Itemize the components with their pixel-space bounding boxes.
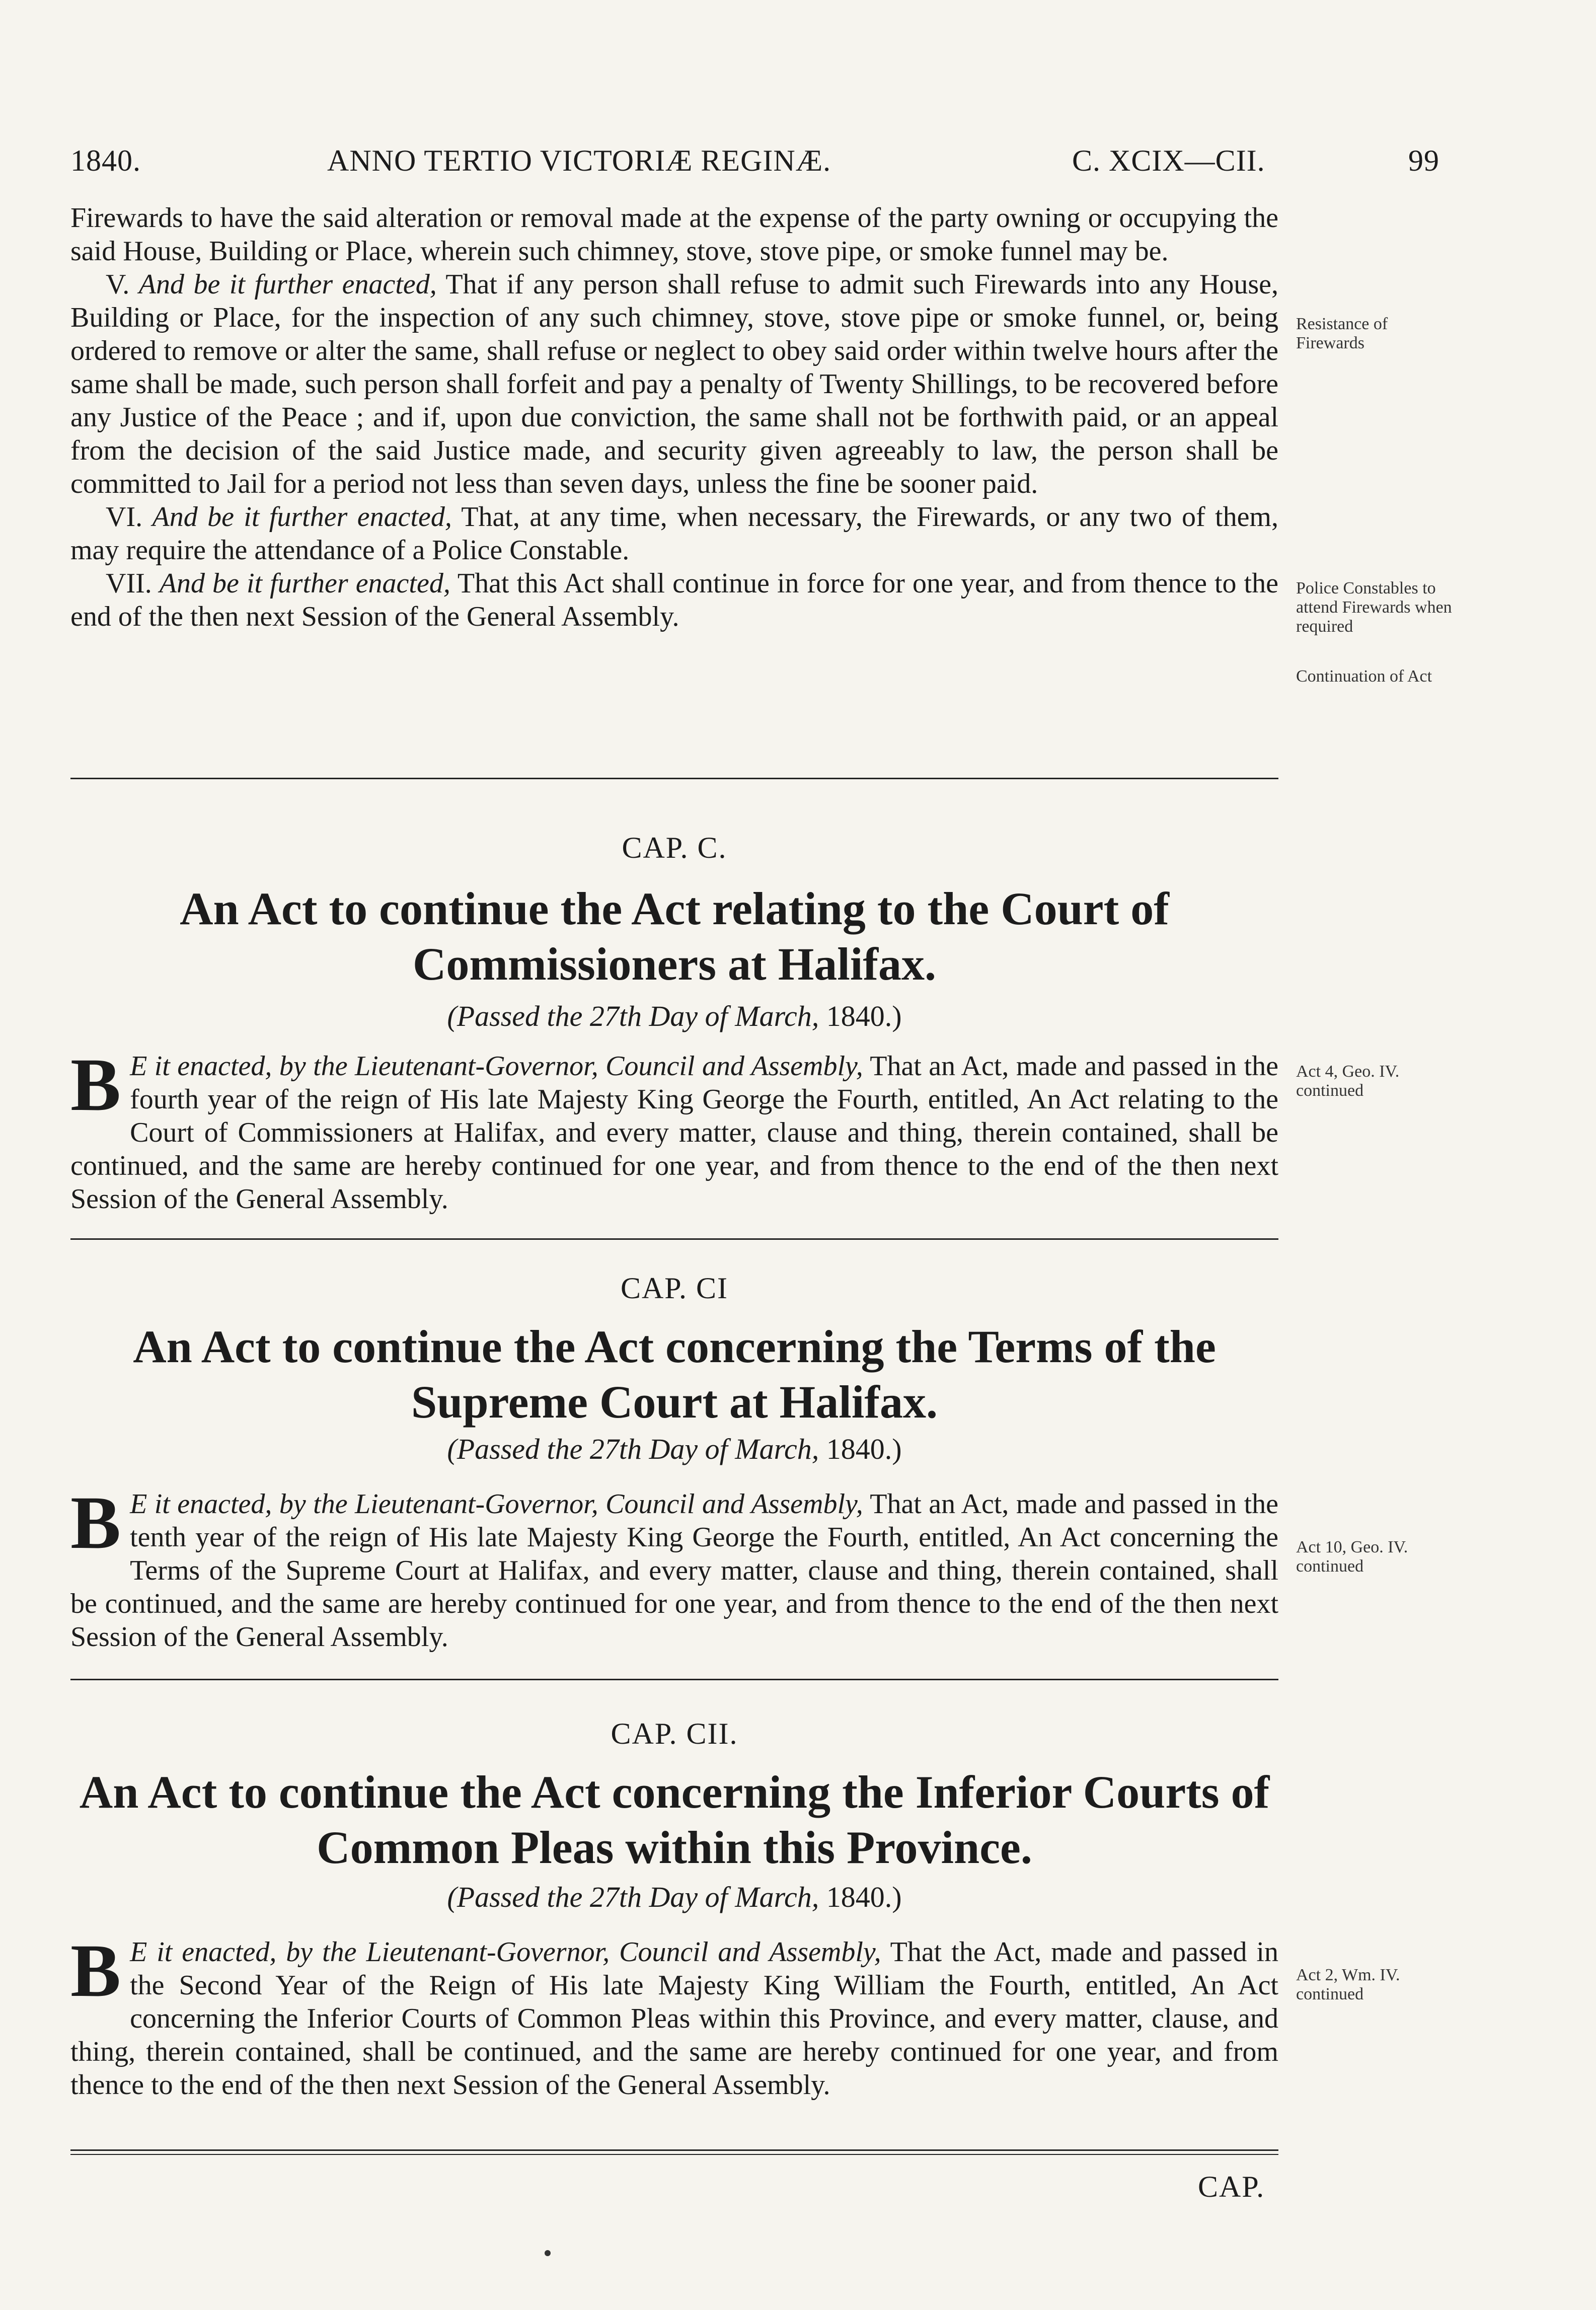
cap-cii-title: An Act to continue the Act concerning the Inferior Courts of Common Pleas within this Province. (79, 1766, 1270, 1873)
header-chapters: C. XCIX—CII. (1072, 144, 1265, 177)
section-6-number: VI. (106, 501, 143, 533)
section-6-text: That, at any time, when necessary, the Firewards, or any two of them, may require the attendance of a Police Constable. (70, 501, 1278, 566)
cap-ci-lead: E it enacted, by the Lieutenant-Governor, Council and Assembly, (130, 1488, 863, 1520)
header-year: 1840. (70, 144, 141, 177)
section-rule (70, 1238, 1278, 1240)
cap-ci-text: That an Act, made and passed in the tenth year of the reign of His late Majesty King George the Fourth, entitled, An Act concerning the Terms of the Supreme Court at Halifax, and every matter, clause and thing, therein contained, shall be continued, and the same are hereby continued for one year, and from thence to the end of the then next Session of the General Assembly. (70, 1488, 1278, 1653)
section-continuation (70, 201, 1278, 633)
section-7 (70, 567, 1278, 633)
cap-ci-title: An Act to continue the Act concerning the Terms of the Supreme Court at Halifax. (133, 1321, 1216, 1428)
section-6-lead: And be it further enacted, (152, 501, 452, 533)
cap-cii-passed (70, 1880, 1278, 1914)
cap-cii-passed-date: (Passed the 27th Day of March, (447, 1881, 819, 1913)
section-7-number: VII. (106, 568, 152, 599)
cap-ci-margin-note: Act 10, Geo. IV. continued (1296, 1538, 1408, 1576)
cap-cii-drop-cap: B (70, 1929, 121, 2013)
cap-c-body (70, 1043, 1278, 1216)
cap-c-margin-note: Act 4, Geo. IV. continued (1296, 1062, 1400, 1100)
cap-cii-margin-note: Act 2, Wm. IV. continued (1296, 1966, 1400, 2003)
cap-cii-passed-year: 1840.) (826, 1881, 902, 1913)
cap-cii-body (70, 1929, 1278, 2102)
page-number: 99 (1408, 144, 1439, 177)
continuation-paragraph: Firewards to have the said alteration or removal made at the expense of the party owning or occupying the said House, Building or Place, wherein such chimney, stove, stove pipe, or smoke funnel may be. (70, 202, 1278, 267)
cap-cii-paragraph (70, 1929, 1278, 2102)
section-7-text: That this Act shall continue in force for one year, and from thence to the end of the then next Session of the General Assembly. (70, 568, 1278, 632)
cap-c-paragraph (70, 1043, 1278, 1216)
cap-c-label: CAP. C. (622, 831, 727, 864)
cap-cii-lead: E it enacted, by the Lieutenant-Governor, Council and Assembly, (130, 1936, 881, 1968)
section-5-lead: And be it further enacted, (138, 269, 437, 300)
cap-ci-label: CAP. CI (620, 1272, 729, 1305)
section-5 (70, 268, 1278, 500)
margin-note-resistance: Resistance of Firewards (1296, 315, 1388, 352)
cap-ci-drop-cap: B (70, 1481, 121, 1564)
section-rule (70, 1679, 1278, 1680)
margin-note-police: Police Constables to attend Firewards when required (1296, 579, 1452, 636)
cap-c-drop-cap: B (70, 1043, 121, 1127)
section-rule (70, 778, 1278, 779)
cap-ci-passed-year: 1840.) (826, 1433, 902, 1465)
cap-c-lead: E it enacted, by the Lieutenant-Governor, Council and Assembly, (130, 1051, 863, 1082)
cap-c-passed-year: 1840.) (826, 1000, 902, 1032)
section-5-number: V. (106, 269, 130, 300)
header-title: ANNO TERTIO VICTORIÆ REGINÆ. (327, 144, 831, 177)
cap-ci-paragraph (70, 1481, 1278, 1654)
cap-ci-body (70, 1481, 1278, 1654)
section-7-lead: And be it further enacted, (159, 568, 450, 599)
bottom-rule (70, 2149, 1278, 2155)
cap-ci-passed (70, 1432, 1278, 1466)
cap-cii-text: That the Act, made and passed in the Second Year of the Reign of His late Majesty King William the Fourth, entitled, An Act concerning the Inferior Courts of Common Pleas within this Province, and every matter, clause, and thing, therein contained, shall be continued, and the same are hereby continued for one year, and from thence to the end of the then next Session of the General Assembly. (70, 1936, 1278, 2101)
catchword: CAP. (1198, 2170, 1265, 2203)
cap-ci-passed-date: (Passed the 27th Day of March, (447, 1433, 819, 1465)
cap-c-title: An Act to continue the Act relating to the Court of Commissioners at Halifax. (180, 883, 1169, 990)
printer-mark (545, 2250, 551, 2256)
cap-c-passed-date: (Passed the 27th Day of March, (447, 1000, 819, 1032)
margin-note-continuation: Continuation of Act (1296, 667, 1432, 686)
cap-cii-label: CAP. CII. (611, 1717, 738, 1750)
running-head (70, 143, 1439, 184)
section-6 (70, 500, 1278, 567)
section-5-text: That if any person shall refuse to admit such Firewards into any House, Building or Place, for the inspection of any such chimney, stove, stove pipe or smoke funnel, or, being ordered to remove or alter the same, shall refuse or neglect to obey said order within twelve hours after the same shall be made, such person shall forfeit and pay a penalty of Twenty Shillings, to be recovered before any Justice of the Peace ; and if, upon due conviction, the same shall not be forthwith paid, or an appeal from the decision of the said Justice made, and security given agreeably to law, the person shall be committed to Jail for a period not less than seven days, unless the fine be sooner paid. (70, 269, 1279, 499)
cap-c-passed (70, 999, 1278, 1033)
cap-c-text: That an Act, made and passed in the fourth year of the reign of His late Majesty King George the Fourth, entitled, An Act relating to the Court of Commissioners at Halifax, and every matter, clause and thing, therein contained, shall be continued, and the same are hereby continued for one year, and from thence to the end of the then next Session of the General Assembly. (70, 1051, 1278, 1215)
